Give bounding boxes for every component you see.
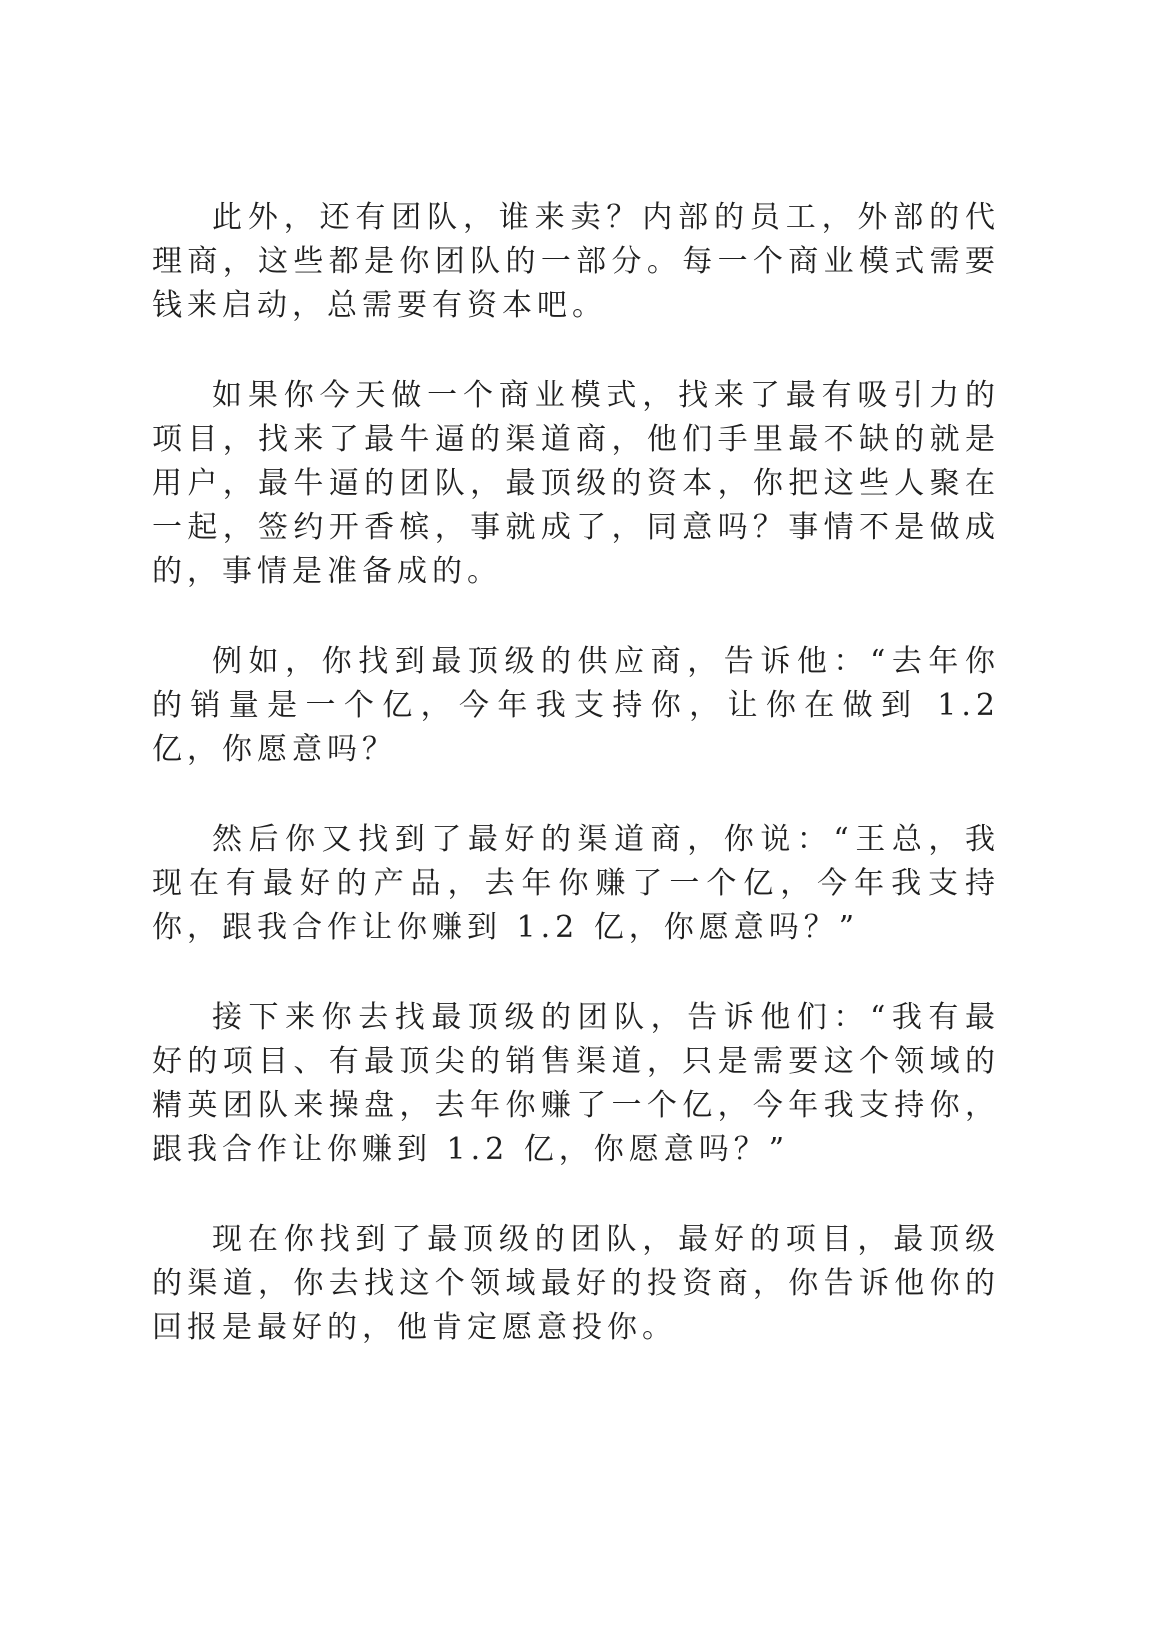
paragraph: 如果你今天做一个商业模式，找来了最有吸引力的项目，找来了最牛逼的渠道商，他们手里最不缺的就是用户，最牛逼的团队，最顶级的资本，你把这些人聚在一起，签约开香槟，事就成了，同意吗？事情不是做成的，事情是准备成的。 (152, 378, 1000, 589)
paragraph: 此外，还有团队，谁来卖？内部的员工，外部的代理商，这些都是你团队的一部分。每一个商业模式需要钱来启动，总需要有资本吧。 (152, 200, 1000, 323)
paragraph: 例如，你找到最顶级的供应商，告诉他：“去年你的销量是一个亿，今年我支持你，让你在做到 1.2 亿，你愿意吗？ (152, 644, 1000, 767)
paragraph: 现在你找到了最顶级的团队，最好的项目，最顶级的渠道，你去找这个领域最好的投资商，你告诉他你的回报是最好的，他肯定愿意投你。 (152, 1222, 1000, 1345)
paragraph: 接下来你去找最顶级的团队，告诉他们：“我有最好的项目、有最顶尖的销售渠道，只是需要这个领域的精英团队来操盘，去年你赚了一个亿，今年我支持你，跟我合作让你赚到 1.2 亿，你愿意吗？” (152, 1000, 1000, 1167)
body-text (152, 196, 1000, 1396)
paragraph: 然后你又找到了最好的渠道商，你说：“王总，我现在有最好的产品，去年你赚了一个亿，今年我支持你，跟我合作让你赚到 1.2 亿，你愿意吗？” (152, 822, 1000, 945)
